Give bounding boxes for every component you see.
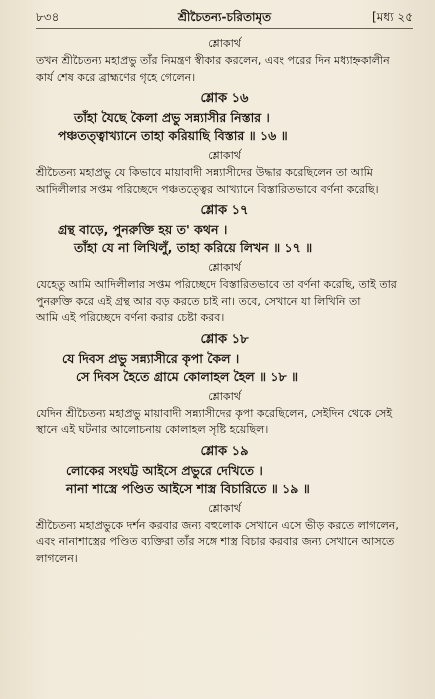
translation-heading: শ্লোকার্থ [208, 261, 241, 274]
verse-line: পঞ্চতত্ত্বাখ্যানে তাহা করিয়াছি বিস্তার ॥ ১৬ ॥ [58, 128, 288, 143]
verse-title: শ্লোক ১৯ [200, 443, 249, 459]
verse-title: শ্লোক ১৬ [200, 91, 249, 106]
translation-paragraph [36, 518, 413, 568]
verse-line: নানা শাস্ত্রে পণ্ডিত আইসে শাস্ত্র বিচারিতে ॥ ১৯ ॥ [66, 480, 310, 496]
verse-title: শ্লোক ১৭ [200, 203, 249, 218]
text-line: কার্য শেষ করে ব্রাহ্মণের গৃহে গেলেন। [36, 70, 196, 84]
translation-heading: শ্লোকার্থ [208, 149, 241, 162]
translation-paragraph [36, 53, 413, 86]
verse-line: সে দিবস হৈতে গ্রামে কোলাহল হৈল ॥ ১৮ ॥ [76, 368, 299, 384]
book-title: শ্রীচৈতন্য-চরিতামৃত [177, 10, 272, 24]
translation-heading: শ্লোকার্থ [208, 501, 241, 515]
section-marker: [মধ্য ২৫ [372, 10, 413, 24]
text-line: শ্রীচৈতন্য মহাপ্রভু যে কিভাবে মায়াবাদী সন্ন্যাসীদের উদ্ধার করেছিলেন তা আমি [36, 166, 373, 179]
verse-line: তাঁহা যে না লিখিলুঁ, তাহা করিয়ে লিখন ॥ ১৭ ॥ [74, 240, 313, 255]
text-line: এবং নানাশাস্ত্রের পণ্ডিত ব্যক্তিরা তাঁর সঙ্গে শাস্ত্র বিচার করবার জন্য সেখানে আসতে [36, 535, 395, 548]
text-line: আমি এই পরিচ্ছেদে বর্ণনা করার চেষ্টা করব। [36, 311, 225, 324]
translation-heading: শ্লোকার্থ [208, 37, 241, 50]
verse-title: শ্লোক ১৮ [200, 331, 249, 347]
text-line: আদিলীলার সপ্তম পরিচ্ছেদে পঞ্চতত্ত্বের আখ্যানে বিস্তারিতভাবে বর্ণনা করেছি। [36, 182, 379, 196]
verse-line: লোকের সংঘট্ট আইসে প্রভুরে দেখিতে । [66, 462, 263, 478]
text-line: যেদিন শ্রীচৈতন্য মহাপ্রভু মায়াবাদী সন্ন্যাসীদের কৃপা করেছিলেন, সেইদিন থেকে সেই [36, 406, 393, 420]
page-header [36, 6, 413, 29]
text-line: শ্রীচৈতন্য মহাপ্রভুকে দর্শন করবার জন্য বহুলোক সেখানে এসে ভীড় করতে লাগলেন, [36, 518, 399, 532]
translation-paragraph [36, 165, 413, 198]
text-line: লাগলেন। [36, 551, 78, 565]
translation-heading: শ্লোকার্থ [208, 389, 241, 403]
translation-paragraph [36, 406, 413, 439]
page-number: ৮৩৪ [36, 10, 60, 24]
text-line: যেহেতু আমি আদিলীলার সপ্তম পরিচ্ছেদে বিস্তারিতভাবে তা বর্ণনা করেছি, তাই তার [36, 278, 397, 291]
translation-paragraph [36, 277, 413, 327]
verse-line: তাঁহা যৈছে কৈলা প্রভু সন্ন্যাসীর নিস্তার । [74, 110, 270, 125]
verse-line: গ্রন্থ বাড়ে, পুনরুক্তি হয় ত' কথন । [58, 222, 228, 237]
text-line: পুনরুক্তি করে এই গ্রন্থ আর বড় করতে চাই না। তবে, সেখানে যা লিখিনি তা [36, 294, 361, 308]
text-line: স্থানে এই ঘটনার আলোচনায় কোলাহল সৃষ্টি হয়েছিল। [36, 423, 269, 436]
text-line: তখন শ্রীচৈতন্য মহাপ্রভু তাঁর নিমন্ত্রণ স্বীকার করলেন, এবং পরের দিন মধ্যাহ্নকালীন [36, 54, 390, 67]
verse-line: যে দিবস প্রভু সন্ন্যাসীরে কৃপা কৈল । [62, 350, 240, 366]
